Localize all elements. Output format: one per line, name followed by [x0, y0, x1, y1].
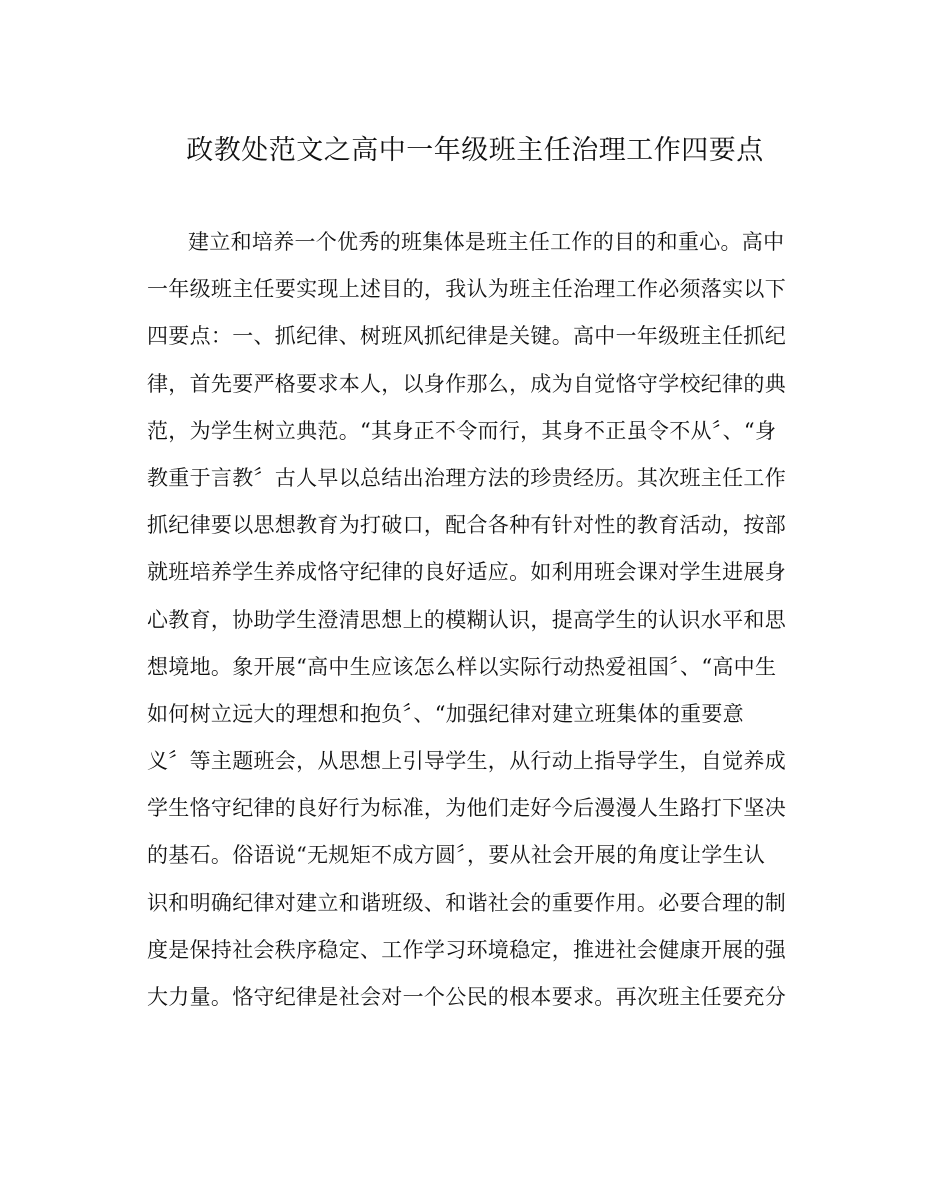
- paragraph-line: 义〞等主题班会，从思想上引导学生，从行动上指导学生，自觉养成: [147, 749, 786, 774]
- paragraph-line: 的基石。俗语说“无规矩不成方圆〞，要从社会开展的角度让学生认: [147, 843, 766, 868]
- paragraph-line: 心教育，协助学生澄清思想上的模糊认识，提高学生的认识水平和思: [147, 607, 786, 632]
- paragraph-line: 学生恪守纪律的良好行为标准，为他们走好今后漫漫人生路打下坚决: [147, 796, 786, 821]
- paragraph-line: 想境地。象开展“高中生应该怎么样以实际行动热爱祖国〞、“高中生: [147, 654, 777, 679]
- paragraph-line: 大力量。恪守纪律是社会对一个公民的根本要求。再次班主任要充分: [147, 985, 786, 1009]
- paragraph-line: 如何树立远大的理想和抱负〞、“加强纪律对建立班集体的重要意: [147, 701, 744, 726]
- paragraph-line: 抓纪律要以思想教育为打破口，配合各种有针对性的教育活动，按部: [147, 513, 786, 538]
- paragraph-line: 教重于言教〞古人早以总结出治理方法的珍贵经历。其次班主任工作: [147, 465, 786, 490]
- paragraph-line: 一年级班主任要实现上述目的，我认为班主任治理工作必须落实以下: [147, 277, 786, 302]
- paragraph-line: 识和明确纪律对建立和谐班级、和谐社会的重要作用。必要合理的制: [147, 890, 786, 915]
- paragraph-line: 范，为学生树立典范。“其身正不令而行，其身不正虽令不从〞、“身: [147, 418, 777, 443]
- paragraph-line: 建立和培养一个优秀的班集体是班主任工作的目的和重心。高中: [188, 230, 785, 254]
- paragraph-line: 四要点：一、抓纪律、树班风抓纪律是关键。高中一年级班主任抓纪: [147, 324, 786, 349]
- paragraph-line: 律，首先要严格要求本人，以身作那么，成为自觉恪守学校纪律的典: [147, 371, 786, 396]
- paragraph-line: 度是保持社会秩序稳定、工作学习环境稳定，推进社会健康开展的强: [147, 937, 786, 962]
- paragraph-line: 就班培养学生养成恪守纪律的良好适应。如利用班会课对学生进展身: [147, 560, 786, 585]
- document-body: [147, 222, 807, 1024]
- document-title: 政教处范文之高中一年级班主任治理工作四要点: [186, 135, 764, 166]
